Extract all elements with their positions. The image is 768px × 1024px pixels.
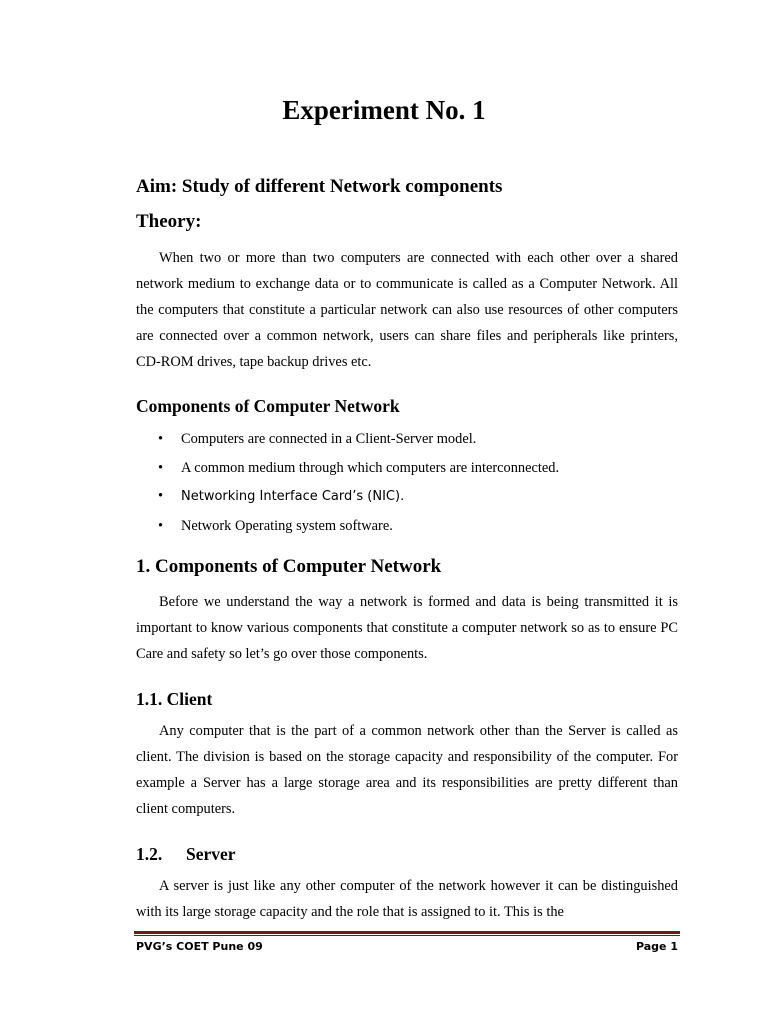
section-1-paragraph: Before we understand the way a network is formed and data is being transmitted it is important to know various components that constitute a computer network so as to ensure PC Care and safety so let’s go over those components. [136, 594, 678, 662]
page-title: Experiment No. 1 [282, 95, 486, 125]
list-item: • A common medium through which computers are interconnected. [136, 454, 678, 483]
footer-rule-thick [134, 931, 680, 934]
server-paragraph: A server is just like any other computer of the network however it can be distinguished with its large storage capacity and the role that is assigned to it. This is the [136, 878, 678, 920]
list-item: • Network Operating system software. [136, 512, 678, 541]
footer-rule-thin [134, 935, 680, 936]
bullet-icon: • [158, 431, 164, 447]
footer-page-number: Page 1 [635, 940, 678, 953]
bullet-icon: • [158, 518, 164, 535]
server-heading-number: 1.2. [136, 844, 163, 864]
client-heading: 1.1. Client [136, 689, 213, 709]
aim-heading: Aim: Study of different Network components [136, 176, 503, 197]
list-item: • Computers are connected in a Client-Server model. [136, 425, 678, 454]
client-paragraph: Any computer that is the part of a common network other than the Server is called as client. The division is based on the storage capacity and responsibility of the computer. For example a Server has a large storage area and its responsibilities are pretty different than client computers. [136, 723, 678, 817]
theory-heading: Theory: [136, 211, 202, 232]
bullet-icon: • [158, 488, 164, 505]
components-list [136, 425, 678, 541]
server-heading-title: Server [186, 844, 236, 864]
theory-paragraph: When two or more than two computers are connected with each other over a shared network medium to exchange data or to communicate is called as a Computer Network. All the computers that constitute a particular network can also use resources of other computers are connected over a common network, users can share files and peripherals like printers, CD-ROM drives, tape backup drives etc. [136, 250, 678, 370]
section-1-heading: 1. Components of Computer Network [136, 556, 442, 577]
server-heading [136, 842, 236, 866]
bullet-icon: • [158, 459, 164, 476]
list-item: • Networking Interface Card’s (NIC). [136, 482, 678, 512]
components-heading: Components of Computer Network [136, 396, 400, 416]
footer-institution: PVG’s COET Pune 09 [136, 940, 263, 953]
